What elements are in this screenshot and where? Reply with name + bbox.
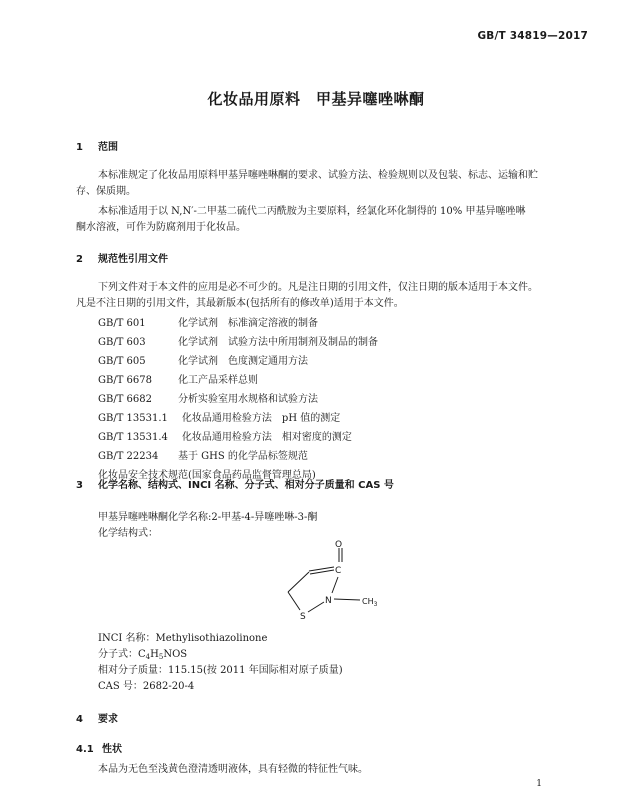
oxygen-atom-label: O (335, 540, 343, 550)
formula-element: C (138, 649, 146, 660)
section-title: 要求 (98, 714, 118, 725)
formula-element: H (150, 649, 159, 660)
subsection-title: 性状 (102, 744, 122, 755)
nitrogen-atom-label: N (325, 596, 332, 606)
document-title: 化妆品用原料 甲基异噻唑啉酮 (207, 90, 425, 108)
chemical-name: 甲基异噻唑啉酮化学名称:2-甲基-4-异噻唑啉-3-酮 (98, 512, 318, 523)
section-title: 化学名称、结构式、INCI 名称、分子式、相对分子质量和 CAS 号 (98, 480, 394, 491)
subsection-4-1-heading (76, 740, 122, 755)
reference-item (98, 314, 318, 329)
section-number: 3 (76, 480, 83, 491)
reference-item (98, 333, 378, 348)
paragraph-line: 本品为无色至浅黄色澄清透明液体，具有轻微的特征性气味。 (98, 764, 368, 775)
reference-code: GB/T 6682 (98, 394, 153, 405)
reference-item (98, 390, 318, 405)
reference-code: GB/T 6678 (98, 375, 153, 386)
reference-item: 化妆品安全技术规范(国家食品药品监督管理总局) (98, 470, 316, 481)
structure-label: 化学结构式： (98, 528, 158, 539)
reference-item (98, 447, 308, 462)
methyl-subscript: 3 (373, 601, 378, 608)
reference-item (98, 352, 308, 367)
formula-prefix: 分子式： (98, 649, 138, 660)
section-3-heading (76, 476, 394, 491)
reference-code: GB/T 22234 (98, 451, 159, 462)
paragraph-line: 本标准适用于以 N,N′-二甲基二硫代二丙酰胺为主要原料，经氯化环化制得的 10% 甲基异噻唑啉 (98, 206, 526, 217)
section-4-heading (76, 710, 118, 725)
carbon-atom-label: C (335, 566, 342, 576)
reference-title: 化学试剂 色度测定通用方法 (178, 356, 308, 367)
reference-code: GB/T 603 (98, 337, 146, 348)
reference-title: 化学试剂 试验方法中所用制剂及制品的制备 (178, 337, 378, 348)
paragraph-line: 凡是不注日期的引用文件，其最新版本(包括所有的修改单)适用于本文件。 (76, 298, 404, 309)
paragraph-line: 下列文件对于本文件的应用是必不可少的。凡是注日期的引用文件，仅注日期的版本适用于本文件。 (98, 282, 538, 293)
subsection-number: 4.1 (76, 744, 94, 755)
reference-item (98, 428, 352, 443)
reference-code: GB/T 13531.1 (98, 413, 168, 424)
reference-title: 化妆品通用检验方法 相对密度的测定 (181, 432, 352, 443)
paragraph-line: 本标准规定了化妆品用原料甲基异噻唑啉酮的要求、试验方法、检验规则以及包装、标志、运输和贮 (98, 170, 538, 181)
section-number: 4 (76, 714, 83, 725)
chemical-structure-diagram (262, 538, 392, 620)
reference-title: 化学试剂 标准滴定溶液的制备 (178, 318, 318, 329)
reference-title: 化妆品通用检验方法 pH 值的测定 (181, 413, 341, 424)
section-number: 2 (76, 254, 83, 265)
page-number: 1 (536, 779, 542, 789)
section-2-heading (76, 250, 168, 265)
methyl-group-label (362, 597, 378, 608)
reference-item (98, 371, 258, 386)
reference-title: 分析实验室用水规格和试验方法 (178, 394, 318, 405)
section-number: 1 (76, 142, 83, 153)
reference-title: 基于 GHS 的化学品标签规范 (178, 451, 308, 462)
formula-subscript: 4 (145, 653, 151, 661)
methyl-ch: CH (362, 597, 374, 606)
formula-rest: NOS (163, 649, 188, 660)
reference-title: 化工产品采样总则 (178, 375, 258, 386)
molecular-formula (98, 645, 187, 661)
paragraph-line: 酮水溶液，可作为防腐剂用于化妆品。 (76, 222, 246, 233)
paragraph-line: 存、保质期。 (76, 186, 136, 197)
inci-name: INCI 名称：Methylisothiazolinone (98, 633, 268, 644)
section-1-heading (76, 138, 118, 153)
standard-code: GB/T 34819—2017 (477, 30, 588, 42)
molecular-weight: 相对分子质量：115.15(按 2011 年国际相对原子质量) (98, 665, 343, 676)
cas-number: CAS 号：2682-20-4 (98, 681, 195, 692)
reference-code: GB/T 601 (98, 318, 146, 329)
section-title: 范围 (98, 142, 118, 153)
reference-item (98, 409, 340, 424)
reference-code: GB/T 605 (98, 356, 146, 367)
reference-code: GB/T 13531.4 (98, 432, 168, 443)
section-title: 规范性引用文件 (98, 254, 168, 265)
sulfur-atom-label: S (300, 612, 306, 620)
formula-subscript: 5 (158, 653, 164, 661)
